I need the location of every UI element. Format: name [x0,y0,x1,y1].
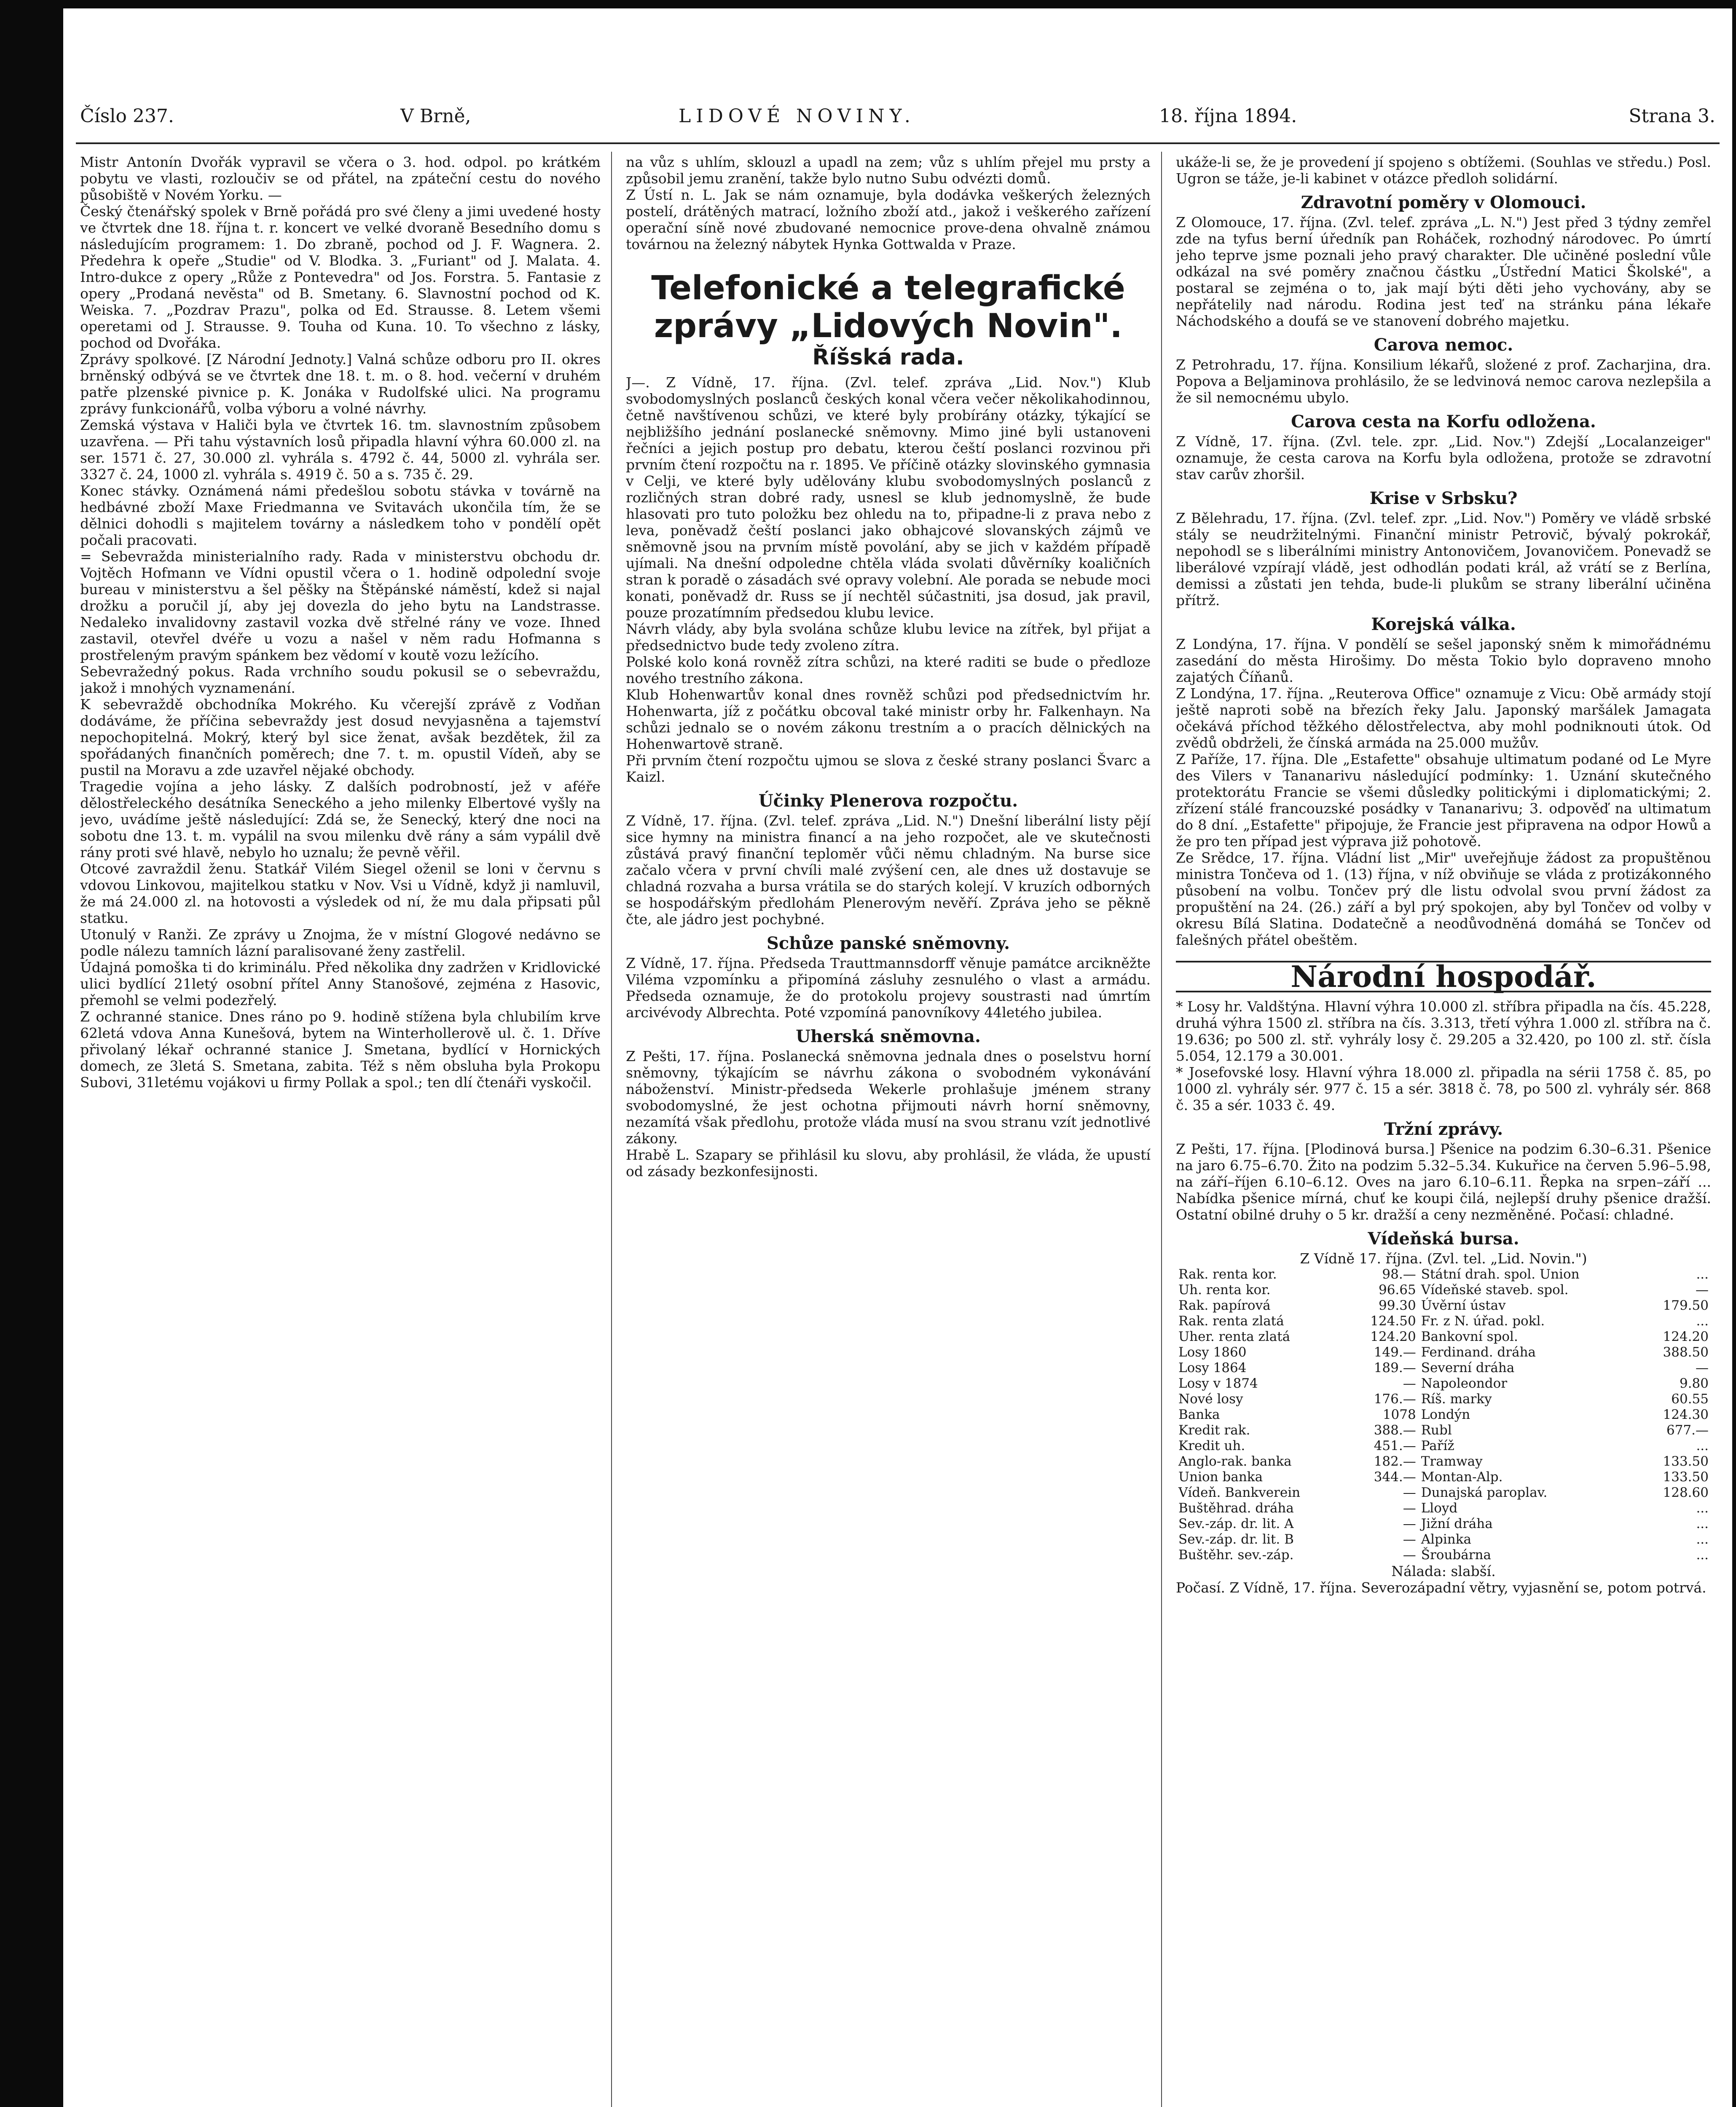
article-losy-valdstyn: * Losy hr. Valdštýna. Hlavní výhra 10.000 zl. stříbra připadla na čís. 45.228, druhá výhra 1500 zl. stříbra na čís. 3.313, třetí výhra 1.000 zl. stříbra na č. 19.636; po 500 zl. stř. vyhrály losy č. 29.205 a 32.420, po 100 zl. stř. čísla 5.054, 12.179 a 30.001. [1176,998,1711,1064]
burza-td-label: Napoleondor [1421,1376,1508,1391]
paper-title: LIDOVÉ NOVINY. [679,105,915,127]
article-udajna-pomoska: Údajná pomoška ti do kriminálu. Před několika dny zadržen v Kridlovické ulici bydlící 21letý osobní přítel Anny Stanošové, zejména z Hasovic, přemohl se velmi podezřelý. [80,959,601,1008]
article-dvorak: Mistr Antonín Dvořák vypravil se včera o 3. hod. odpol. po krátkém pobytu ve vlasti, rozloučiv se od přátel, na zpáteční cestu do nového působiště v Novém Yorku. — [80,154,601,203]
riska-rada-title: Říšská rada. [812,345,964,370]
city: V Brně, [400,105,471,127]
article-klub-poslancu: J—. Z Vídně, 17. října. (Zvl. telef. zpráva „Lid. Nov.") Klub svobodomyslných poslanců českých konal včera večer několikahodinnou, četně navštívenou schůzi, ve které byly probírány otázky, týkající se nejbližšího jednání poslanecké sněmovny. Mimo jiné byli ustanoveni řečníci a jejich postup pro debatu, kterou čeští poslanci rozvinou při prvním čtení rozpočtu na r. 1895. Ve příčině otázky slovinského gymnasia v Celji, ve které byly udělovány klubu svobodomyslných poslanců z rozličných stran dobré rady, usnesl se klub jednomyslně, že bude hlasovati pro tuto položku bez ohledu na to, připadne-li z prava nebo z leva, poněvadž čeští poslanci jako obhajcové slovanských zájmů ve sněmovně jsou na prvním místě povolání, aby se jich v každém případě ujímali. Na dnešní odpoledne chtěla vláda svolati důvěrníky koaličních stran k poradě o zásadách své opravy volební. Ale porada se nebude moci konati, poněvadž dr. Russ se jí nechtěl súčastniti, jsa dosud, jak pravil, pouze prozatímním předsedou klubu levice. [626,374,1151,621]
burza-td-value: 1078 [1382,1407,1416,1422]
article-sebevrazedny-pokus: Sebevražedný pokus. Rada vrchního soudu pokusil se o sebevraždu, jakož i mnohých vyznamenání. [80,663,601,696]
burza-row [1176,1360,1711,1376]
burza-title: Vídeňská bursa. [1368,1229,1519,1249]
article-continued: na vůz s uhlím, sklouzl a upadl na zem; vůz s uhlím přejel mu prsty a způsobil jemu zranění, takže bylo nutno Subu odvézti domů. [626,154,1151,187]
article-ctenarsky-spolek: Český čtenářský spolek v Brně pořádá pro své členy a jimi uvedené hosty ve čtvrtek dne 18. října t. r. koncert ve velké dvoraně Besedního domu s následujícím programem: 1. Do zbraně, pochod od J. F. Wagnera. 2. Předehra k opeře „Studie" od V. Blodka. 3. „Furiant" od J. Malata. 4. Intro-dukce z opery „Růže z Pontevedra" od Jos. Forstra. 5. Fantasie z opery „Prodaná nevěsta" od B. Smetany. 6. Slavnostní pochod od K. Weiska. 7. „Pozdrav Prazu", polka od Ed. Strausse. 8. Letem všemi operetami od J. Strausse. 9. Touha od Kuna. 10. To všechno z lásky, pochod od Dvořáka. [80,203,601,351]
burza-td-value: 124.20 [1663,1329,1709,1344]
burza-td-label: Severní dráha [1421,1360,1515,1375]
burza-td-value: — [1403,1547,1416,1563]
burza-td-value: — [1403,1501,1416,1516]
article-losy-josef: * Josefovské losy. Hlavní výhra 18.000 zl. připadla na sérii 1758 č. 85, po 1000 zl. vyhrály sér. 977 č. 15 a sér. 3818 č. 78, po 500 zl. vyhrály sér. 868 č. 35 a sér. 1033 č. 49. [1176,1064,1711,1113]
burza-row [1176,1314,1711,1329]
burza-td-value: 9.80 [1679,1376,1709,1391]
burza-td-label: Anglo-rak. banka [1178,1454,1292,1469]
burza-td-label: Paříž [1421,1438,1454,1453]
burza-td-value: — [1403,1532,1416,1547]
column-2 [626,154,1151,2107]
article-konec-stavky: Konec stávky. Oznámená námi předešlou sobotu stávka v továrně na hedbávné zboží Maxe Friedmanna ve Svitavách ukončila tím, že se dělnici dohodli s majitelem továrny a následkem toho v pondělí opět počali pracovati. [80,483,601,548]
burza-td-label: Státní drah. spol. Union [1421,1267,1580,1282]
article-navrh-vlady: Návrh vlády, aby byla svolána schůze klubu levice na zítřek, byl přijat a předsednictvo bude tedy zvoleno zítra. [626,621,1151,654]
burza-td-label: Nové losy [1178,1391,1243,1407]
burza-row [1176,1298,1711,1314]
article-ucinky: Z Vídně, 17. října. (Zvl. telef. zpráva „Lid. N.") Dnešní liberální listy pějí sice hymny na ministra financí a na jeho rozpočet, ale ve skutečnosti zůstává pravý finanční teploměr vůči němu chladným. Na burse sice začalo včera v první chvíli malé zvýšení cen, ale dnes už dostavuje se chladná rozvaha a bursa vrátila se do starých kolejí. V kruzích odborných se hospodářským předlohám Plenerovým nevěří. Zpráva jeho se pěkně čte, ale jádro jest pochybné. [626,812,1151,928]
burza-td-label: Kredit rak. [1178,1423,1250,1438]
article-usti: Z Ústí n. L. Jak se nám oznamuje, byla dodávka veškerých železných postelí, drátěných matrací, ložního zboží atd., jakož i veškerého zařízení operační síně nové zbudované nemocnice prove-dena ohvalně známou továrnou na železný nábytek Hynka Gottwalda v Praze. [626,187,1151,252]
article-zemska-vystava: Zemská výstava v Haliči byla ve čtvrtek 16. tm. slavnostním způsobem uzavřena. — Při tahu výstavních losů připadla hlavní výhra 60.000 zl. na ser. 1571 č. 27, 30.000 zl. vyhrála s. 4792 č. 44, 5000 zl. vyhrála ser. 3327 č. 24, 1000 zl. vyhrála s. 4919 č. 50 a s. 735 č. 29. [80,417,601,483]
article-olomouc: Z Olomouce, 17. října. (Zvl. telef. zpráva „L. N.") Jest před 3 týdny zemřel zde na tyfus berní úředník pan Roháček, rozhodný národovec. Po úmrtí jeho teprve jsme poznali jeho pravý charakter. Dle učiněné poslední vůle odkázal na své poměry značnou částku „Ústřední Matici Školské", a postaral se zejména o to, jak mají býti děti jeho vychovány, aby se nepřátelily nad národu. Rodina jest teď na stránku pána lékaře Náchodského a doufá se ve stanovení dobrého majetku. [1176,214,1711,329]
burza-row [1176,1516,1711,1532]
issue-date: 18. října 1894. [1159,105,1297,127]
burza-td-label: Vídeň. Bankverein [1178,1485,1301,1500]
burza-td-label: Rak. papírová [1178,1298,1271,1313]
article-carova-nemoc: Z Petrohradu, 17. října. Konsilium lékařů, složené z prof. Zacharjina, dra. Popova a Beljaminova prohlásilo, že se ledvinová nemoc carova nezlepšila a že sil nemocnému ubylo. [1176,357,1711,406]
burza-td-value: 182.— [1374,1454,1416,1469]
burza-td-label: Kredit uh. [1178,1438,1245,1453]
burza-td-value: 451.— [1374,1438,1416,1453]
burza-td-label: Montan-Alp. [1421,1469,1503,1485]
burza-td-label: Union banka [1178,1469,1263,1485]
burza-td-label: Rak. renta kor. [1178,1267,1277,1282]
column-separator [1161,152,1162,2107]
burza-td-value: 677.— [1666,1423,1709,1438]
burza-td-value: 176.— [1374,1391,1416,1407]
burza-td-label: Rubl [1421,1423,1452,1438]
article-pocasi: Počasí. Z Vídně, 17. října. Severozápadní větry, vyjasnění se, potom potrvá. [1176,1579,1706,1596]
issue-number: Číslo 237. [80,105,174,127]
ucinky-title: Účinky Plenerova rozpočtu. [758,791,1018,811]
column-separator [611,152,612,2107]
burza-td-value: 98.— [1382,1267,1416,1282]
article-zpravy-spolkove: Zprávy spolkové. [Z Národní Jednoty.] Valná schůze odboru pro II. okres brněnský odbývá se ve čtvrtek dne 18. t. m. o 8. hod. večerní v druhém patře plzenské pivnice p. K. Jonáka v Rudolfské ulici. Na programu zprávy funkcionářů, volba výboru a volné návrhy. [80,351,601,417]
article-prvni-cteni: Při prvním čtení rozpočtu ujmou se slova z české strany poslanci Švarc a Kaizl. [626,752,1151,785]
article-carova-cesta: Z Vídně, 17. října. (Zvl. tele. zpr. „Lid. Nov.") Zdejší „Localanzeiger" oznamuje, že cesta carova na Korfu byla odložena, protože se zdravotní stav carův zhoršil. [1176,433,1711,483]
burza-row [1176,1423,1711,1438]
burza-table [1176,1267,1711,1563]
uherska-title: Uherská sněmovna. [796,1027,981,1046]
burza-td-label: Tramway [1421,1454,1483,1469]
burza-td-label: Ríš. marky [1421,1391,1492,1407]
burza-td-value: 344.— [1374,1469,1416,1485]
burza-td-label: Lloyd [1421,1501,1458,1516]
burza-td-value: 128.60 [1663,1485,1709,1500]
burza-td-label: Buštěhrad. dráha [1178,1501,1294,1516]
header-rule [76,142,1720,144]
burza-td-value: — [1696,1360,1709,1375]
burza-td-label: Bankovní spol. [1421,1329,1518,1344]
burza-row [1176,1469,1711,1485]
burza-td-value: 124.30 [1663,1407,1709,1422]
burza-row [1176,1345,1711,1360]
burza-td-label: Alpinka [1421,1532,1472,1547]
burza-row [1176,1454,1711,1469]
article-ochranna-stanice: Z ochranné stanice. Dnes ráno po 9. hodině stížena byla chlubilím krve 62letá vdova Anna Kunešová, bytem na Winterhollerově ul. č. 1. Dříve přivolaný lékař ochranné stanice J. Smetana, bydlící v Hornických domech, ze 3letá S. Smetana, zabita. Též s něm obsluha byla Prokopu Subovi, 31letému vojákovi u firmy Pollak a spol.; ten dlí čtenáři vyskočil. [80,1008,601,1091]
page-number: Strana 3. [1629,105,1715,127]
burza-td-label: Rak. renta zlatá [1178,1314,1284,1329]
burza-td-label: Buštěhr. sev.-záp. [1178,1547,1294,1563]
burza-td-label: Vídeňské staveb. spol. [1421,1282,1569,1297]
burza-td-value: ... [1696,1547,1709,1563]
burza-row [1176,1267,1711,1282]
burza-td-label: Dunajská paroplav. [1421,1485,1548,1500]
burza-td-value: 149.— [1374,1345,1416,1360]
burza-td-label: Uh. renta kor. [1178,1282,1271,1297]
article-uherska-1: Z Pešti, 17. října. Poslanecká sněmovna jednala dnes o poselstvu horní sněmovny, týkajícím se návrhu zákona o svobodném vykonávání náboženství. Ministr-předseda Wekerle prohlašuje jménem strany svobodomyslné, že jest ochotna přijmouti návrh horní sněmovny, nezamítá však předlohu, protože vláda musí na svou stranu vzít jednotlivé zákony. [626,1048,1151,1147]
burza-nalada: Náladа: slabší. [1391,1563,1496,1579]
burza-td-label: Losy 1860 [1178,1345,1247,1360]
burza-row [1176,1501,1711,1516]
burza-td-label: Sev.-záp. dr. lit. B [1178,1532,1294,1547]
hospodar-title: Národní hospodář. [1176,961,1711,992]
article-polske-kolo: Polské kolo koná rovněž zítra schůzi, na které raditi se bude o předloze nového trestního zákona. [626,654,1151,686]
burza-row [1176,1376,1711,1391]
burza-row [1176,1391,1711,1407]
column-3 [1176,154,1711,2107]
burza-td-value: 124.50 [1370,1314,1416,1329]
burza-td-label: Sev.-záp. dr. lit. A [1178,1516,1294,1531]
burza-td-value: 124.20 [1370,1329,1416,1344]
newspaper-page [63,8,1732,2107]
burza-row [1176,1438,1711,1454]
burza-td-label: Ferdinand. dráha [1421,1345,1536,1360]
korea-title: Korejská válka. [1371,614,1516,634]
article-continued-3: ukáže-li se, že je provedení jí spojeno s obtížemi. (Souhlas ve středu.) Posl. Ugron se táže, je-li kabinet v otázce předloh solidární. [1176,154,1711,187]
burza-row [1176,1282,1711,1298]
burza-row [1176,1329,1711,1345]
burza-td-label: Losy 1864 [1178,1360,1247,1375]
article-srbsko: Z Bělehradu, 17. října. (Zvl. telef. zpr. „Lid. Nov.") Poměry ve vládě srbské stály se neudržitelnými. Finanční ministr Petrovič, bývalý pokrokář, nepohodl se s liberálními ministry Antonovičem, Jovanovičem. Ponevadž se liberálové vzpírají vládě, jest odhodlán podati král, až vrátí se z Berlína, demissi a zůstati jen tehda, bude-li plukům se strany liberální učiněna přítrž. [1176,510,1711,609]
article-trzni: Z Pešti, 17. října. [Plodinová bursa.] Pšenice na podzim 6.30–6.31. Pšenice na jaro 6.75–6.70. Žito na podzim 5.32–5.34. Kukuřice na červen 5.96–5.98, na září–říjen 6.10–6.12. Oves na jaro 6.10–6.11. Řepka na srpen–září ... Nabídka pšenice mírná, chuť ke koupi čilá, nejlepší druhy pšenice dražší. Ostatní obilné druhy o 5 kr. dražší a ceny nezměněné. Počasí: chladné. [1176,1141,1711,1223]
burza-td-value: ... [1696,1314,1709,1329]
burza-td-value: 179.50 [1663,1298,1709,1313]
burza-td-value: 96.65 [1378,1282,1416,1297]
burza-td-value: ... [1696,1516,1709,1531]
article-schuze: Z Vídně, 17. října. Předseda Trauttmannsdorff věnuje památce arcikněžte Viléma vzpomínku a připomíná zásluhy zesnulého o vlast a armádu. Předseda oznamuje, že do protokolu projevy soustrasti nad úmrtím arcivévody Albrechta. Poté vzpomíná panovníkovy 44letého jubilea. [626,955,1151,1021]
telegraph-section-title: Telefonické a telegrafické zprávy „Lidových Novin". [651,269,1125,345]
burza-row [1176,1407,1711,1423]
burza-row [1176,1532,1711,1547]
burza-td-value: ... [1696,1501,1709,1516]
burza-td-value: — [1403,1485,1416,1500]
carova-nemoc-title: Carova nemoc. [1374,335,1513,355]
article-pariz: Z Paříže, 17. října. Dle „Estafette" obsahuje ultimatum podané od Le Myre des Vilers v Tananarivu následující podmínky: 1. Uznání skutečného protektorátu Francie se všemi důsledky politickými i diplomatickými; 2. zřízení stálé francouzské posádky v Tananarivu; 3. odpověď na ultimatum do 8 dní. „Estafette" připojuje, že Francie jest připravena na odpor Howů a že pro ten případ jest výprava již pohotově. [1176,751,1711,850]
article-mokry: K sebevraždě obchodníka Mokrého. Ku včerejší zprávě z Vodňan dodáváme, že příčina sebevraždy jest dosud nevyjasněna a tajemství nepochopitelná. Mokrý, který byl sice ženat, avšak bezdětek, žil za spořádaných finančních poměrech; dne 7. t. m. opustil Vídeň, aby se pustil na Moravu a zde uzavřel nějaké obchody. [80,696,601,778]
burza-head: Z Vídně 17. října. (Zvl. tel. „Lid. Novin.") [1300,1250,1587,1267]
carova-cesta-title: Carova cesta na Korfu odložena. [1291,412,1596,432]
schuze-title: Schůze panské sněmovny. [766,933,1010,953]
burza-td-label: Úvěrní ústav [1421,1298,1506,1313]
article-klub-hohenwartuv: Klub Hohenwartův konal dnes rovněž schůzi pod předsednictvím hr. Hohenwarta, jíž z počátku obcoval také ministr orby hr. Falkenhayn. Na schůzi jednalo se o novém zákonu trestním a o pracích dělnických na Hohenwartově straně. [626,686,1151,752]
burza-row [1176,1547,1711,1563]
burza-td-value: ... [1696,1532,1709,1547]
burza-td-label: Fr. z N. úřad. pokl. [1421,1314,1545,1329]
article-otcove-zavrazdil: Otcové zavraždil ženu. Statkář Vilém Siegel oženil se loni v červnu s vdovou Linkovou, majitelkou statku v Nov. Vsi u Vídně, když ji namluvil, že má 24.000 zl. na hotovosti a výsledek od ní, že mu dala připsati půl statku. [80,860,601,926]
article-tragedie-vojina: Tragedie vojína a jeho lásky. Z dalších podrobností, jež v aféře dělostřeleckého desátníka Seneckého a jeho milenky Elbertové vyšly na jevo, uvádíme ještě následující: Zdá se, že Senecký, který dne noci na sobotu dne 13. t. m. vypálil na svou milenku dvě rány a sám vypálil dvě rány proti své hlavě, nebylo ho uznalu; že pevně věřil. [80,778,601,860]
article-utonuly: Utonulý v Ranži. Ze zprávy u Znojma, že v místní Glogové nedávno se podle nálezu tamních lázní paralisované ženy zastřelil. [80,926,601,959]
burza-td-value: 388.50 [1663,1345,1709,1360]
burza-td-value: 189.— [1374,1360,1416,1375]
srbsko-title: Krise v Srbsku? [1369,488,1518,508]
burza-td-label: Londýn [1421,1407,1470,1422]
zdravotni-title: Zdravotní poměry v Olomouci. [1301,193,1586,212]
burza-td-label: Losy v 1874 [1178,1376,1258,1391]
column-1 [80,154,601,2107]
article-sredec: Ze Srědce, 17. října. Vládní list „Mir" uveřejňuje žádost za propuštěnou ministra Tončeva od 1. (13) října, v níž obviňuje se vláda z protizákonného působení na volbu. Tončev prý dle listu odvolal svou první žádost za propuštění na 24. (26.) září a byl prý spokojen, aby byl Tončev od volby v okresu Bílá Slatina. Dodatečně a neodůvodněná domáhá se Tončev od falešných přátel obeštěm. [1176,850,1711,948]
burza-td-value: 133.50 [1663,1454,1709,1469]
burza-td-value: 133.50 [1663,1469,1709,1485]
burza-td-value: — [1696,1282,1709,1297]
burza-td-value: 60.55 [1671,1391,1709,1407]
article-korea-1: Z Londýna, 17. října. V pondělí se sešel japonský sněm k mimořádnému zasedání do města Hirošimy. Do města Tokio bylo dopraveno mnoho zajatých Číňanů. [1176,636,1711,685]
burza-td-value: 388.— [1374,1423,1416,1438]
burza-td-value: 99.30 [1378,1298,1416,1313]
burza-td-value: — [1403,1516,1416,1531]
article-korea-2: Z Londýna, 17. října. „Reuterova Office" oznamuje z Vicu: Obě armády stojí ještě naproti sobě na březích řeky Jalu. Japonský maršálek Jamagata očekává příchod těžkého dělostřelectva, aby mohl podniknouti útok. Od zvědů obdrželi, že čínská armáda na 25.000 mužův. [1176,685,1711,751]
burza-td-value: ... [1696,1267,1709,1282]
burza-td-label: Šroubárna [1421,1547,1491,1563]
page-header [80,105,1715,147]
burza-td-label: Uher. renta zlatá [1178,1329,1291,1344]
trzni-title: Tržní zprávy. [1384,1119,1503,1139]
article-uherska-2: Hrabě L. Szapary se přihlásil ku slovu, aby prohlásil, že vláda, že upustí od zásady bezkonfesijnosti. [626,1147,1151,1179]
burza-td-label: Banka [1178,1407,1220,1422]
burza-row [1176,1485,1711,1501]
article-sebevrazda-rady: = Sebevražda ministerialního rady. Rada v ministerstvu obchodu dr. Vojtěch Hofmann ve Vídni opustil včera o 1. hodině odpolední svoje bureau v ministerstvu a šel pěšky na Štěpánské náměstí, kdež si najal drožku a poručil jí, aby jej dovezla do jeho bytu na Landstrasse. Nedaleko invalidovny zastavil vozka dvě střelné rány ve voze. Ihned zastavil, otevřel dvéře u vozu a našel v něm radu Hofmanna s prostřeleným pravým spánkem bez vědomí v koutě vozu ležícího. [80,548,601,663]
burza-td-value: ... [1696,1438,1709,1453]
burza-td-value: — [1403,1376,1416,1391]
burza-td-label: Jižní dráha [1421,1516,1493,1531]
